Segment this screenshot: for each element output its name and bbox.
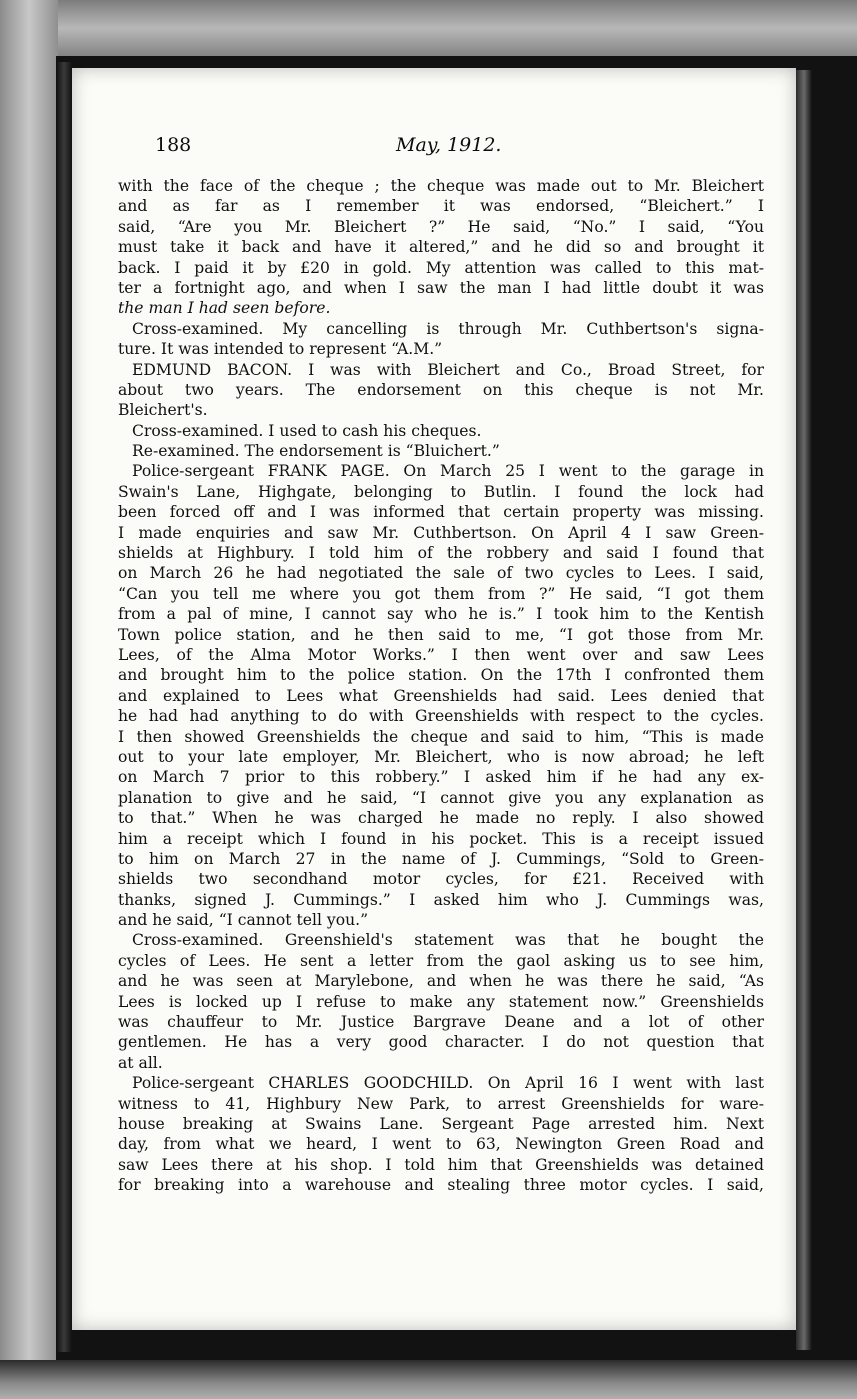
text-line: planation to give and he said, “I cannot give you any explanation as [118, 788, 764, 807]
text-line: out to your late employer, Mr. Bleichert, who is now abroad; he left [118, 747, 764, 766]
body-text [118, 176, 764, 1196]
page-header [72, 134, 796, 162]
text-line: Lees, of the Alma Motor Works.” I then went over and saw Lees [118, 645, 764, 664]
book-right-edge [796, 70, 812, 1350]
text-line: gentlemen. He has a very good character. I do not question that [118, 1033, 764, 1052]
text-line: him a receipt which I found in his pocket. This is a receipt issued [118, 829, 764, 848]
text-line: shields two secondhand motor cycles, for £21. Received with [118, 870, 764, 889]
text-line: was chauffeur to Mr. Justice Bargrave Deane and a lot of other [118, 1013, 764, 1032]
text-line: been forced off and I was informed that certain property was missing. [118, 503, 764, 522]
text-line: house breaking at Swains Lane. Sergeant Page arrested him. Next [118, 1114, 764, 1133]
text-line: for breaking into a warehouse and stealing three motor cycles. I said, [118, 1176, 764, 1195]
text-line: and he was seen at Marylebone, and when he was there he said, “As [118, 972, 764, 991]
text-line: cycles of Lees. He sent a letter from the gaol asking us to see him, [118, 951, 764, 970]
text-line: ter a fortnight ago, and when I saw the man I had little doubt it was [118, 278, 764, 297]
book-binding [56, 62, 72, 1352]
text-line: to him on March 27 in the name of J. Cummings, “Sold to Green- [118, 849, 764, 868]
text-line: to that.” When he was charged he made no reply. I also showed [118, 809, 764, 828]
running-head-text: May, 1912. [396, 134, 502, 156]
text-line: Police-sergeant FRANK PAGE. On March 25 I went to the garage in [132, 462, 764, 481]
text-line: Police-sergeant CHARLES GOODCHILD. On April 16 I went with last [132, 1074, 764, 1093]
text-line: said, “Are you Mr. Bleichert ?” He said, “No.” I said, “You [118, 217, 764, 236]
text-line: Town police station, and he then said to me, “I got those from Mr. [118, 625, 764, 644]
text-line: and brought him to the police station. On the 17th I confronted them [118, 666, 764, 685]
text-line: “Can you tell me where you got them from ?” He said, “I got them [118, 584, 764, 603]
background-left [0, 0, 58, 1399]
text-line: day, from what we heard, I went to 63, Newington Green Road and [118, 1135, 764, 1154]
background-bottom [0, 1360, 857, 1399]
book-page [72, 68, 796, 1330]
text-line: Lees is locked up I refuse to make any statement now.” Greenshields [118, 992, 764, 1011]
text-line: Cross-examined. Greenshield's statement was that he bought the [132, 931, 764, 950]
text-line: Swain's Lane, Highgate, belonging to Butlin. I found the lock had [118, 482, 764, 501]
text-line: back. I paid it by £20 in gold. My attention was called to this mat- [118, 258, 764, 277]
text-line: on March 26 he had negotiated the sale of two cycles to Lees. I said, [118, 564, 764, 583]
text-line: and as far as I remember it was endorsed, “Bleichert.” I [118, 197, 764, 216]
text-line: the man I had seen before. [118, 299, 331, 318]
text-line: on March 7 prior to this robbery.” I asked him if he had any ex- [118, 768, 764, 787]
text-line: and he said, “I cannot tell you.” [118, 911, 369, 930]
text-line: must take it back and have it altered,” and he did so and brought it [118, 238, 764, 257]
text-line: from a pal of mine, I cannot say who he is.” I took him to the Kentish [118, 605, 764, 624]
text-line: I then showed Greenshields the cheque and said to him, “This is made [118, 727, 764, 746]
text-line: witness to 41, Highbury New Park, to arrest Greenshields for ware- [118, 1094, 764, 1113]
running-head [396, 134, 501, 156]
text-line: Bleichert's. [118, 401, 208, 420]
text-line: about two years. The endorsement on this cheque is not Mr. [118, 380, 764, 399]
text-line: he had had anything to do with Greenshields with respect to the cycles. [118, 707, 764, 726]
text-line: ture. It was intended to represent “A.M.” [118, 340, 443, 359]
text-line: Re-examined. The endorsement is “Bluichert.” [132, 442, 500, 461]
page-number: 188 [155, 134, 192, 156]
text-line: I made enquiries and saw Mr. Cuthbertson. On April 4 I saw Green- [118, 523, 764, 542]
text-line: EDMUND BACON. I was with Bleichert and Co., Broad Street, for [132, 360, 764, 379]
text-line: Cross-examined. I used to cash his cheques. [132, 421, 482, 440]
text-line: at all. [118, 1053, 163, 1072]
text-line: and explained to Lees what Greenshields had said. Lees denied that [118, 686, 764, 705]
text-line: saw Lees there at his shop. I told him that Greenshields was detained [118, 1155, 764, 1174]
text-line: thanks, signed J. Cummings.” I asked him who J. Cummings was, [118, 890, 764, 909]
text-line: shields at Highbury. I told him of the robbery and said I found that [118, 544, 764, 563]
text-line: with the face of the cheque ; the cheque was made out to Mr. Bleichert [118, 177, 764, 195]
text-line: Cross-examined. My cancelling is through Mr. Cuthbertson's signa- [132, 319, 764, 338]
